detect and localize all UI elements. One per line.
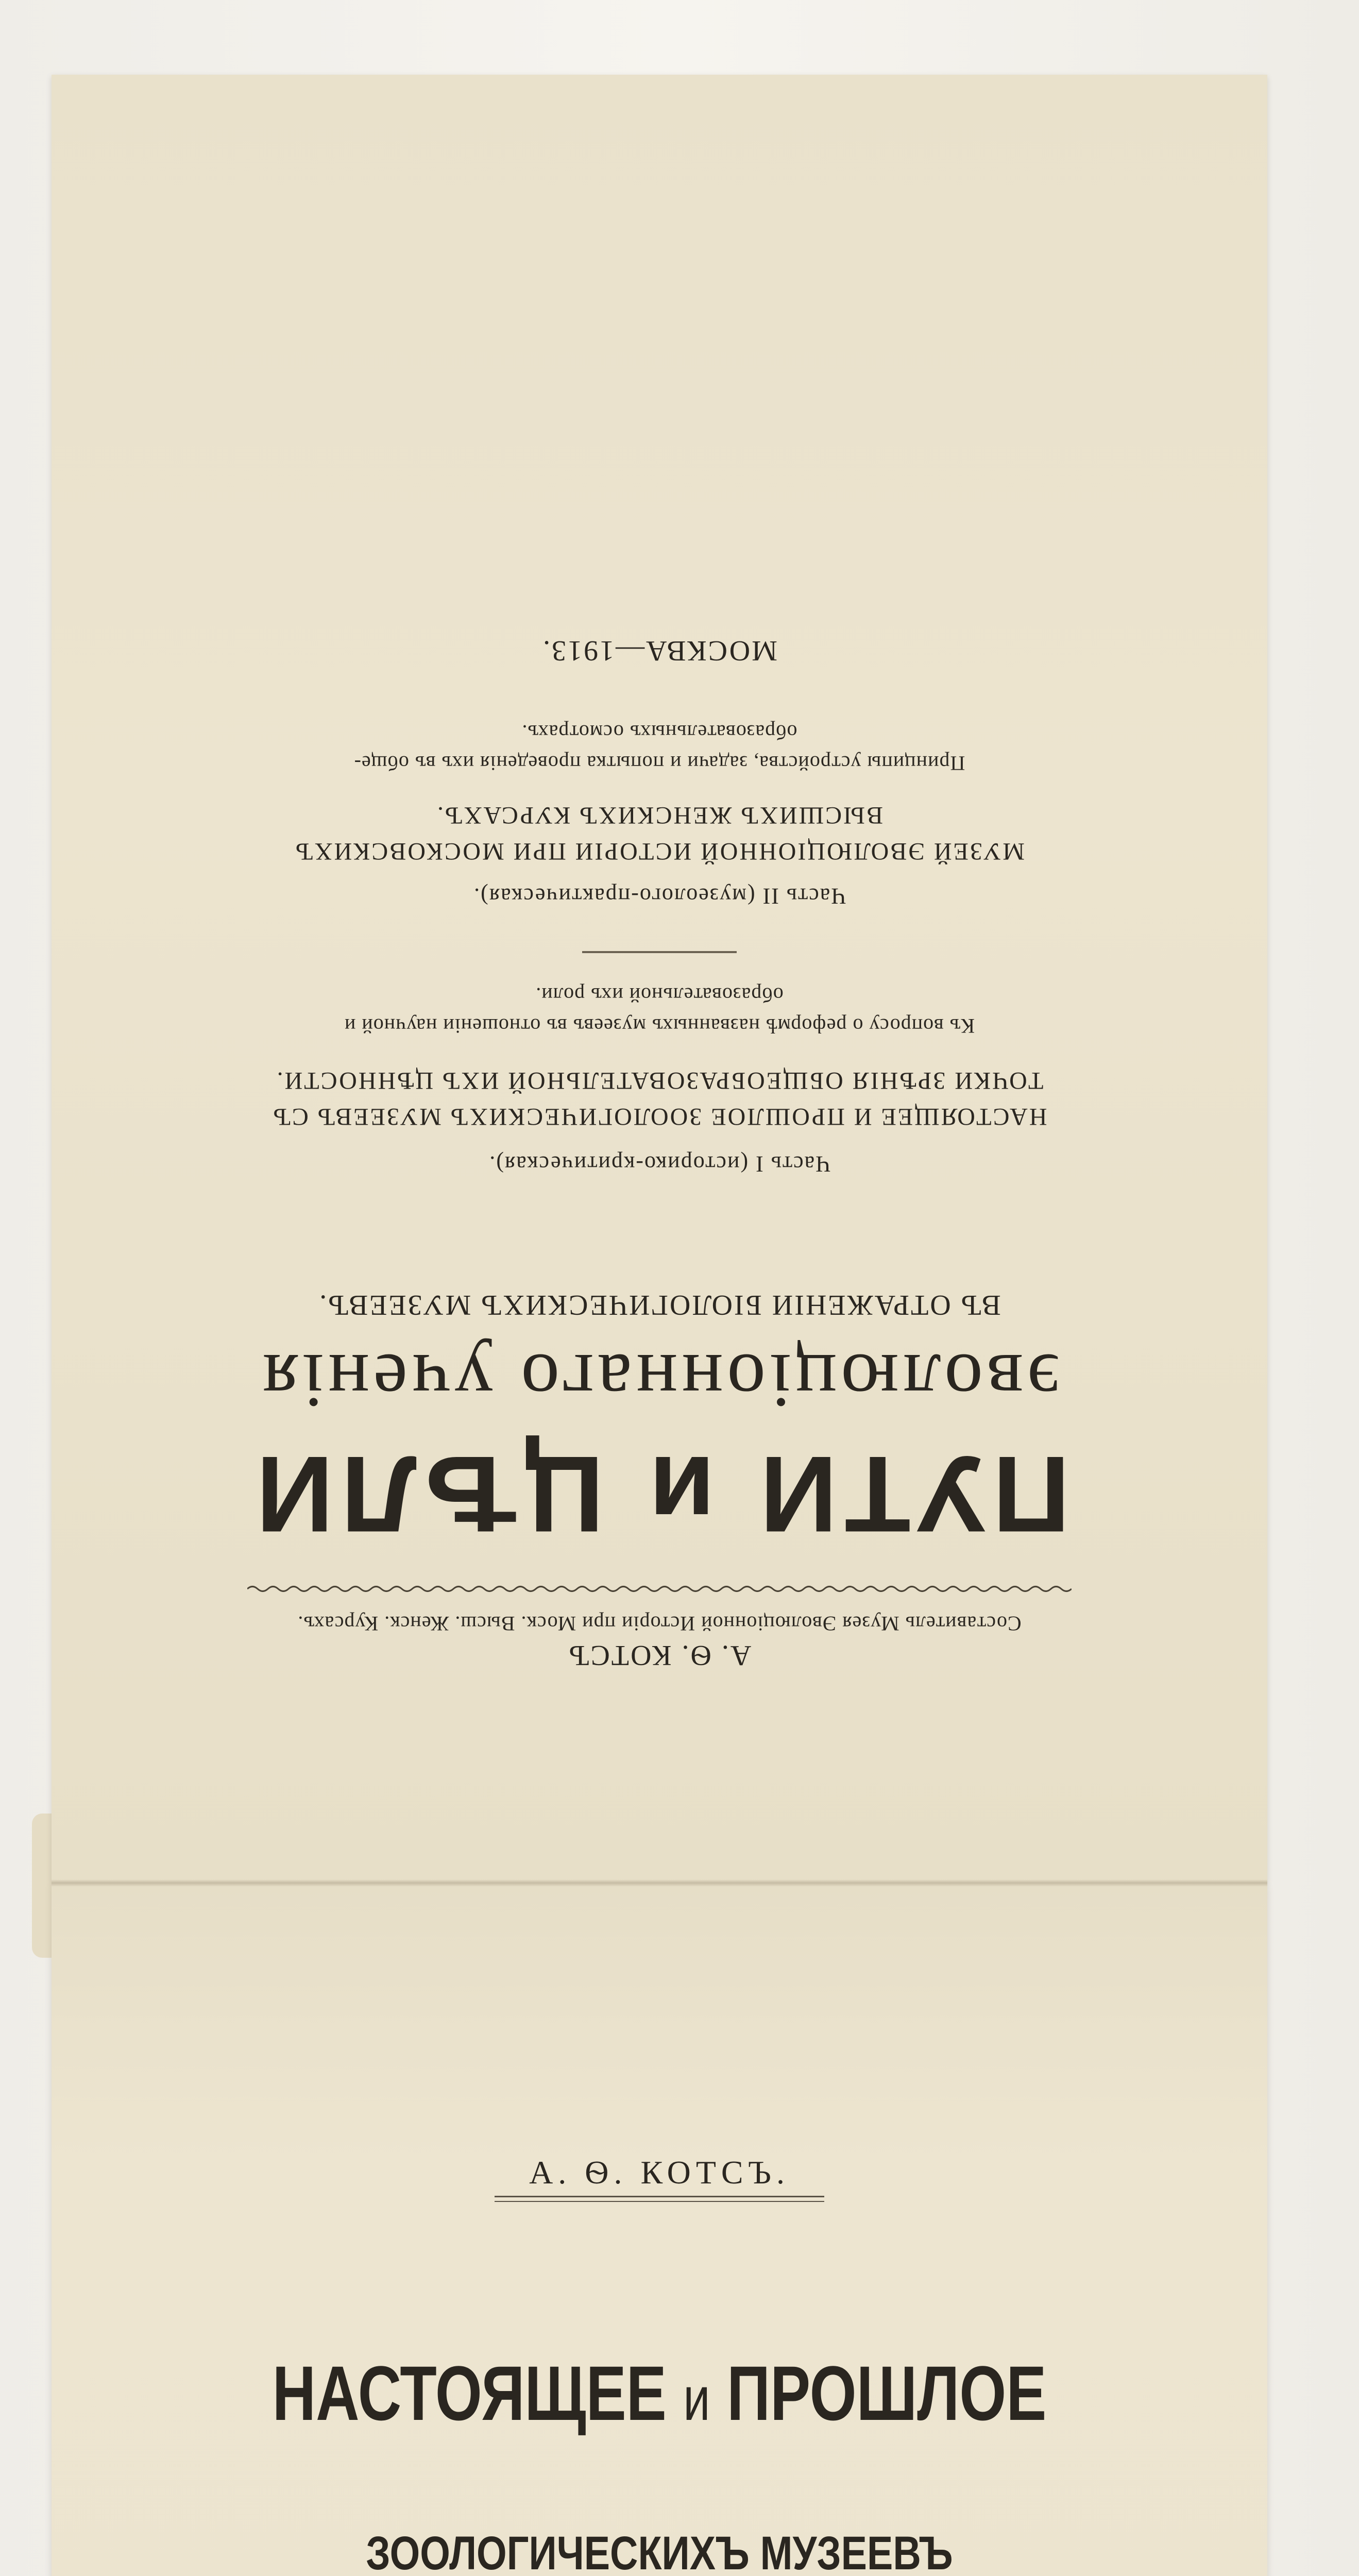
- title-word-and: и: [683, 2364, 710, 2433]
- title-word-past: ПРОШЛОЕ: [727, 2350, 1047, 2436]
- upper-title-line2: эволюціоннаго ученія: [258, 1338, 1061, 1423]
- title-subtitle: ЗООЛОГИЧЕСКИХЪ МУЗЕЕВЪ: [366, 2527, 953, 2576]
- upper-author: А. Ѳ. КОТСЪ: [567, 1639, 752, 1671]
- upper-city-year: МОСКВА—1913.: [541, 635, 777, 667]
- part1-line1: НАСТОЯЩЕЕ И ПРОШЛОЕ ЗООЛОГИЧЕСКИХЪ МУЗЕЕВЪ СЪ: [271, 1103, 1047, 1130]
- upside-down-back-cover: [52, 75, 1267, 1698]
- part1-note2: образовательной ихъ роли.: [535, 984, 784, 1007]
- part2-line2: ВЫСШИХЪ ЖЕНСКИХЪ КУРСАХЪ.: [436, 802, 883, 829]
- lower-cover-panel: [52, 1883, 1267, 2576]
- title-main: [185, 2350, 1134, 2436]
- wavy-divider: [247, 1583, 1072, 1595]
- part1-heading: Часть I (историко-критическая).: [488, 1151, 830, 1177]
- upper-title-line3: ВЪ ОТРАЖЕНІИ БІОЛОГИЧЕСКИХЪ МУЗЕЕВЪ.: [318, 1289, 1001, 1321]
- upper-author-caption: Составитель Музея Эволюціонной Исторіи при Моск. Высш. Женск. Курсахъ.: [297, 1612, 1022, 1635]
- author-rule-top: [495, 2196, 824, 2197]
- author-name: А. Ѳ. КОТСЪ.: [529, 2154, 790, 2191]
- upper-title-line1: ПУТИ и ЦѢЛИ: [248, 1434, 1071, 1555]
- author-rule-bottom: [495, 2201, 824, 2202]
- short-divider: [582, 951, 737, 953]
- paper-fold-line: [52, 1879, 1267, 1887]
- title-word-present: НАСТОЯЩЕЕ: [272, 2350, 667, 2436]
- part1-note1: Къ вопросу о реформѣ названныхъ музеевъ въ отношеніи научной и: [344, 1014, 975, 1038]
- part2-note2: образовательныхъ осмотрахъ.: [521, 721, 797, 744]
- part2-line1: МУЗЕЙ ЭВОЛЮЦІОННОЙ ИСТОРІИ ПРИ МОСКОВСКИХЪ: [294, 838, 1025, 865]
- part1-line2: ТОЧКИ ЗРѢНІЯ ОБЩЕОБРАЗОВАТЕЛЬНОЙ ИХЪ ЦѢННОСТИ.: [275, 1067, 1044, 1094]
- part2-note1: Принципы устройства, задачи и попытка проведенія ихъ въ обще-: [353, 752, 965, 775]
- part2-heading: Часть II (музеолого-практическая).: [473, 884, 846, 909]
